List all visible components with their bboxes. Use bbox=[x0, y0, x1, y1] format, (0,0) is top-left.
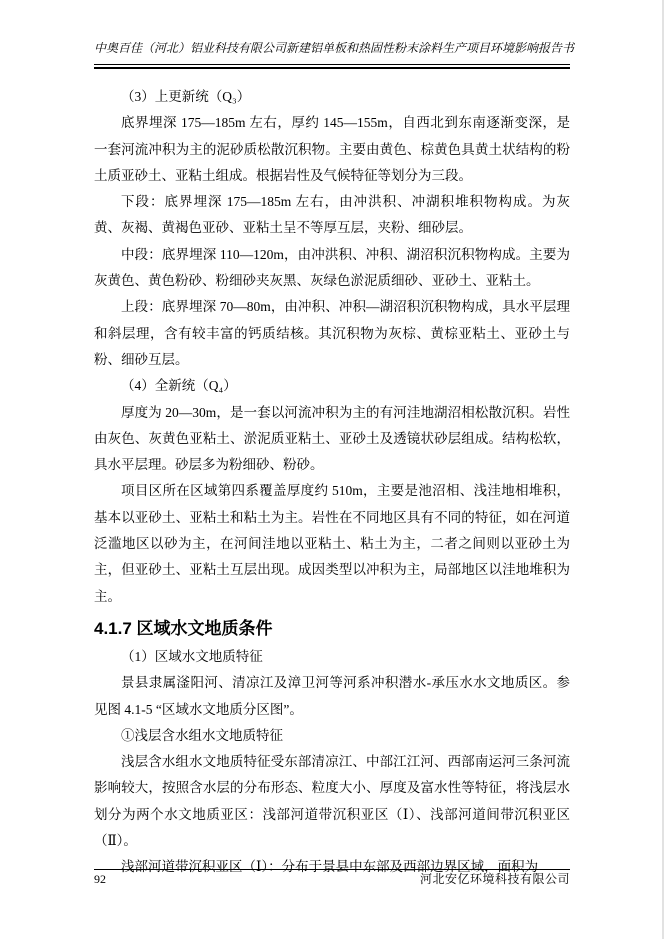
paragraph: （4）全新统（Q₄） bbox=[121, 378, 237, 394]
page-number: 92 bbox=[94, 872, 106, 886]
header-double-rule bbox=[94, 64, 570, 69]
paragraph: 下段：底界埋深 175—185m 左右，由冲洪积、冲湖积堆积物构成。为灰黄、灰褐、黄褐色亚砂、亚粘土呈不等厚互层，夹粉、细砂层。 bbox=[94, 194, 570, 236]
paragraph: 上段：底界埋深 70—80m，由冲积、冲积—湖沼积沉积物构成，具水平层理和斜层理，含有较丰富的钙质结核。其沉积物为灰棕、黄棕亚粘土、亚砂土与粉、细砂互层。 bbox=[94, 299, 570, 367]
header-title: 中奥百佳（河北）铝业科技有限公司新建铝单板和热固性粉末涂料生产项目环境影响报告书 bbox=[94, 41, 575, 55]
paragraph: 项目区所在区域第四系覆盖厚度约 510m，主要是池沼相、浅洼地相堆积，基本以亚砂土、亚粘土和粘土为主。岩性在不同地区具有不同的特征，如在河道泛滥地区以砂为主，在河间洼地以亚粘土、粘土为主，二者之间则以亚砂土为主，但亚砂土、亚粘土互层出现。成因类型以冲积为主，局部地区以洼地堆积为主。 bbox=[94, 483, 570, 604]
page-header bbox=[94, 0, 575, 69]
paragraph: ①浅层含水组水文地质特征 bbox=[121, 727, 283, 743]
paragraph: （3）上更新统（Q₃） bbox=[121, 89, 251, 104]
paragraph: 景县隶属滏阳河、清凉江及漳卫河等河系冲积潜水-承压水水文地质区。参见图 4.1-5 “区域水文地质分区图”。 bbox=[94, 675, 570, 717]
footer-row bbox=[94, 870, 570, 887]
paragraph: （1）区域水文地质特征 bbox=[121, 648, 263, 664]
page-footer bbox=[94, 869, 570, 887]
paragraph: 中段：底界埋深 110—120m，由冲洪积、冲积、湖沼积沉积物构成。主要为灰黄色、黄色粉砂、粉细砂夹灰黑、灰绿色淤泥质细砂、亚砂土、亚粘土。 bbox=[94, 246, 570, 289]
paragraph: 底界埋深 175—185m 左右，厚约 145—155m，自西北到东南逐渐变深，是一套河流冲积为主的泥砂质松散沉积物。主要由黄色、棕黄色具黄土状结构的粉土质亚砂土、亚粘土组成。根据岩性及气候特征等划分为三段。 bbox=[94, 115, 570, 183]
document-body bbox=[94, 84, 570, 881]
paragraph: 厚度为 20—30m，是一套以河流冲积为主的有河洼地湖沼相松散沉积。岩性由灰色、灰黄色亚粘土、淤泥质亚粘土、亚砂土及透镜状砂层组成。结构松软，具水平层理。砂层多为粉细砂、粉砂。 bbox=[94, 404, 570, 473]
footer-company: 河北安亿环境科技有限公司 bbox=[419, 872, 570, 886]
paragraph: 浅部河道带沉积亚区（Ⅰ）：分布于景县中东部及西部边界区域，面积为 bbox=[121, 859, 539, 875]
paragraph: 浅层含水组水文地质特征受东部清凉江、中部江江河、西部南运河三条河流影响较大，按照含水层的分布形态、粒度大小、厚度及富水性等特征，将浅层水划分为两个水文地质亚区：浅部河道带沉积亚区（Ⅰ）、浅部河道间带沉积亚区（Ⅱ）。 bbox=[94, 754, 570, 849]
section-heading: 4.1.7 区域水文地质条件 bbox=[94, 618, 273, 638]
